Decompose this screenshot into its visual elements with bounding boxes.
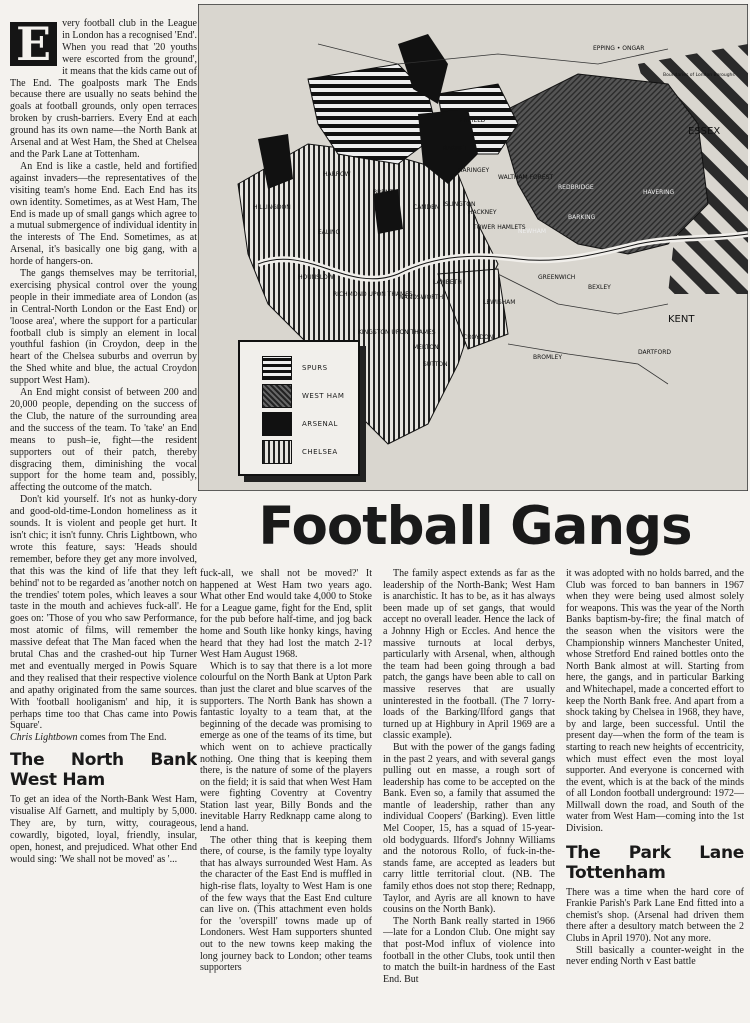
paragraph: The family aspect extends as far as the leadership of the North-Bank; West Ham is anarchistic. It has to be, as it has always been made up of set gangs, that would accept no overall leader. Hence the lack of a Johnny High or Eccles. And hence the massive turnouts at local derbys, particularly with Arsenal, when, although the team had been going through a bad patch, the gangs have been able to call on massive reserves that are usually uninterested in the football. (The 7 lorry-loads of the Barking/Ilford gangs that turned up at Highbury in April 1969 are a classic example). xyxy=(383,568,555,742)
paragraph: There was a time when the hard core of Frankie Parish's Park Lane End fitted into a chemist's shop. (Arsenal had driven them there after a desultory match between the 2 Clubs in April 1970). Not any more. xyxy=(566,886,744,945)
paragraph: Don't kid yourself. It's not as hunky-dory and good-old-time-London homeliness as it sounds. It is violent and people get hurt. It isn't chic; it isn't funny. Chris Lightbown, who wrote this feature, says: 'Heads should remember, before they get any more involved, that this was the kind of life that they left behind' not to be regarded as 'another notch on the trendies' totem poles, which leaves a sour taste in the mouth and achieves fuck-all'. He goes on: 'Those of you who saw Performance, most atomic of films, will remember the massive defeat that The Man faced when the brutal Chas and the crashed-out hip Turner met and eventually merged in Powis Square and they realised that their respective violence and apathy originated from the same sources. With 'football hooliganism' and hip, it is perhaps time too that Chas came into Powis Square'. xyxy=(10,494,197,732)
map-label: BROMLEY xyxy=(533,354,562,361)
column-3 xyxy=(383,568,555,1023)
map-label: EPPING • ONGAR xyxy=(593,45,645,52)
column-4 xyxy=(566,568,744,1023)
map-label: ISLINGTON xyxy=(443,201,476,208)
map-label: BARKING xyxy=(568,214,596,221)
west-ham-swatch xyxy=(262,384,292,408)
map-label: REDBRIDGE xyxy=(558,184,594,191)
map-label: GREENWICH xyxy=(538,274,576,281)
paragraph: But with the power of the gangs fading in the past 2 years, and with several gangs pulling out en masse, a rough sort of leadership has come to be accepted on the Bank. Even so, a family that assumed the mantle of leadership, rather than any individual Coopers' (Barking). Even little Mel Cooper, 15, has a squad of 15-year-old bodyguards. Ilford's Johnny Williams and the notorous Rollo, of fuck-in-the-stands fame, are accepted as leaders but carry little territorial clout. (NB. The family ethos does not stop there; Rednapp, Taylor, and Ayris are all known to have cousins on the North Bank). xyxy=(383,741,555,916)
map-label: HOUNSLOW xyxy=(298,274,334,281)
drop-cap: E xyxy=(10,22,57,66)
map-label: HARROW xyxy=(323,171,351,178)
map-label: HILLINGDON xyxy=(253,204,291,211)
map-label: ENFIELD xyxy=(460,117,486,124)
paragraph: The North Bank really started in 1966—late for a London Club. One might say that post-Mod influx of violence into football in the other Clubs, took until then to match the built-in hardness of the East End. But xyxy=(383,915,555,985)
headline: Football Gangs xyxy=(258,496,692,557)
left-column xyxy=(10,18,197,1023)
spurs-swatch xyxy=(262,356,292,380)
map-label: MERTON xyxy=(413,344,439,351)
map-label: LAMBETH xyxy=(433,279,462,286)
map-label: ESSEX xyxy=(688,126,721,137)
paragraph: Which is to say that there is a lot more colourful on the North Bank at Upton Park than just the claret and blue scarves of the supporters. The North Bank has shown a fantastic loyalty to a team that, at the beginning of the decade was promising to emerge as one of the teams of its time, but which went on to achieve practically nothing. One thing that is keeping them there, is the nature of some of the players on the field; it is said that when West Ham were fighting Coventry at Coventry Station last year, Billy Bonds and the inevitable Harry Redknapp came along to lend a hand. xyxy=(200,660,372,835)
map-label: BEXLEY xyxy=(588,284,611,291)
legend-item-west-ham: WEST HAM xyxy=(262,384,352,406)
chelsea-swatch xyxy=(262,440,292,464)
intro-paragraph: E very football club in the League in London has a recognised 'End'. When you read that '20 youths were escorted from the ground', it means that the kids came out of The End. The goalposts mark The Ends because there are usually no seats behind the goals at football grounds, only open terraces broken by crush-barriers. Every End at each ground has its own name—the North Bank at Arsenal and at West Ham, the Shed at Chelsea and the Park Lane at Tottenham. xyxy=(10,18,197,160)
author-byline: Chris Lightbown comes from The End. xyxy=(10,732,167,744)
map-label: HAVERING xyxy=(643,189,675,196)
map-label: BRENT xyxy=(373,189,394,196)
paragraph: The gangs themselves may be territorial, exercising physical control over the young people in their immediate area of London (as in Central-North London or the East End) or 'loose area', where the support for a particular football club is simply an element in local youthful fashion (in Croydon, deep in the heart of the Chelsea suburbs and overrun by the Shed white and blue, the actual Croydon support West Ham). xyxy=(10,268,197,387)
arsenal-swatch xyxy=(262,412,292,436)
map-label: KENT xyxy=(668,314,695,325)
legend-item-chelsea: CHELSEA xyxy=(262,440,352,462)
paragraph: Still basically a counter-weight in the never ending North v East battle xyxy=(566,944,744,968)
map-label: WALTHAM FOREST xyxy=(498,174,554,181)
paragraph: The other thing that is keeping them there, of course, is the family type loyalty that has always surrounded West Ham. As the character of the East End is muffled in high-rise flats, loyalty to West Ham is one of the few ways that the East End culture can live on. (This attachment even holds for the 'overspill' towns made up of Londoners. West Ham supporters shunted out to the new towns keep making the long journey back to London; other teams supporters xyxy=(200,834,372,974)
paragraph: it was adopted with no holds barred, and the Club was forced to ban banners in 1967 when they were being used almost solely for weapons. This was the year of the North Banks baptism-by-fire; the final match of the season when the visitors were the Championship winners Manchester United, whose Stretford End rained bottles onto the North Bank almost at will. Starting from here, the gangs, and in particular Barking and Whitechapel, made a concerted effort to keep the North Bank free. And apart from a shock taking by Chelsea in 1968, they have, by and large, been successful. Until the present day—when the form of the team is starting to reach new heights of eccentricity, which must effect even the most loyal supporter. And everyone is concerned with the event, which is at the back of the minds of all London football underground: 1972—Millwall down the road, and South of the water from West Ham—coming into the 1st Division. xyxy=(566,568,744,835)
legend-item-spurs: SPURS xyxy=(262,356,352,378)
paragraph: An End might consist of between 200 and 20,000 people, depending on the success of the Club, the nature of the surrounding area and the success of the team. To 'take' an End means to push–ie, fight—the resident supporters out of their patch, thereby disgracing them, diminishing the vocal support for the home team and, possibly, affecting the outcome of the match. xyxy=(10,387,197,494)
map-label: TOWER HAMLETS xyxy=(473,224,526,231)
map-label: WANDSWORTH xyxy=(398,294,444,301)
column-2 xyxy=(200,568,372,1023)
map-legend xyxy=(238,340,360,476)
paragraph: An End is like a castle, held and fortified against invaders—the representatives of the visiting team's home End. Each End has its own identity. Sometimes, as at West Ham, The End is made up of small gangs which agree to a mutual submergence of individual identity in the interests of The End. Sometimes, as at Arsenal, it's basically one big gang, with a horde of hangers-on. xyxy=(10,160,197,268)
map-label: EALING xyxy=(318,229,341,236)
map-label: BARNET xyxy=(443,145,468,152)
paragraph: fuck-all, we shall not be moved?' It happened at West Ham two years ago. What other End would take 4,000 to Stoke for a League game, fight for the End, split for the pub before half-time, and jog back home and South like honky kings, having heard that they had lost the match 2-1? West Ham August 1968. xyxy=(200,568,372,661)
subhead-north-bank: The North Bank West Ham xyxy=(10,750,197,791)
map-label: HACKNEY xyxy=(468,209,497,216)
map-label: RICHMOND UPON THAMES xyxy=(333,291,413,298)
map-label: CAMDEN xyxy=(413,204,440,211)
paragraph: To get an idea of the North-Bank West Ham, visualise Alf Garnett, and multiply by 5,000. They are, by turn, witty, courageous, cowardly, bigoted, loyal, friendly, insular, open, honest, and prejudiced. What other End would sing: 'We shall not be moved' as '... xyxy=(10,794,197,865)
map-label: CROYDON xyxy=(463,334,494,341)
map-label: Boundaries of London Boroughs xyxy=(663,73,735,78)
legend-item-arsenal: ARSENAL xyxy=(262,412,352,434)
map-label: HARINGEY xyxy=(458,167,490,174)
map-label: LEWISHAM xyxy=(483,299,516,306)
map-label: SUTTON xyxy=(423,361,448,368)
map-label: DARTFORD xyxy=(638,349,671,356)
map-label: NEWHAM xyxy=(518,228,547,235)
map-label: KINGSTON UPON THAMES xyxy=(358,329,436,336)
subhead-park-lane: The Park Lane Tottenham xyxy=(566,842,744,883)
